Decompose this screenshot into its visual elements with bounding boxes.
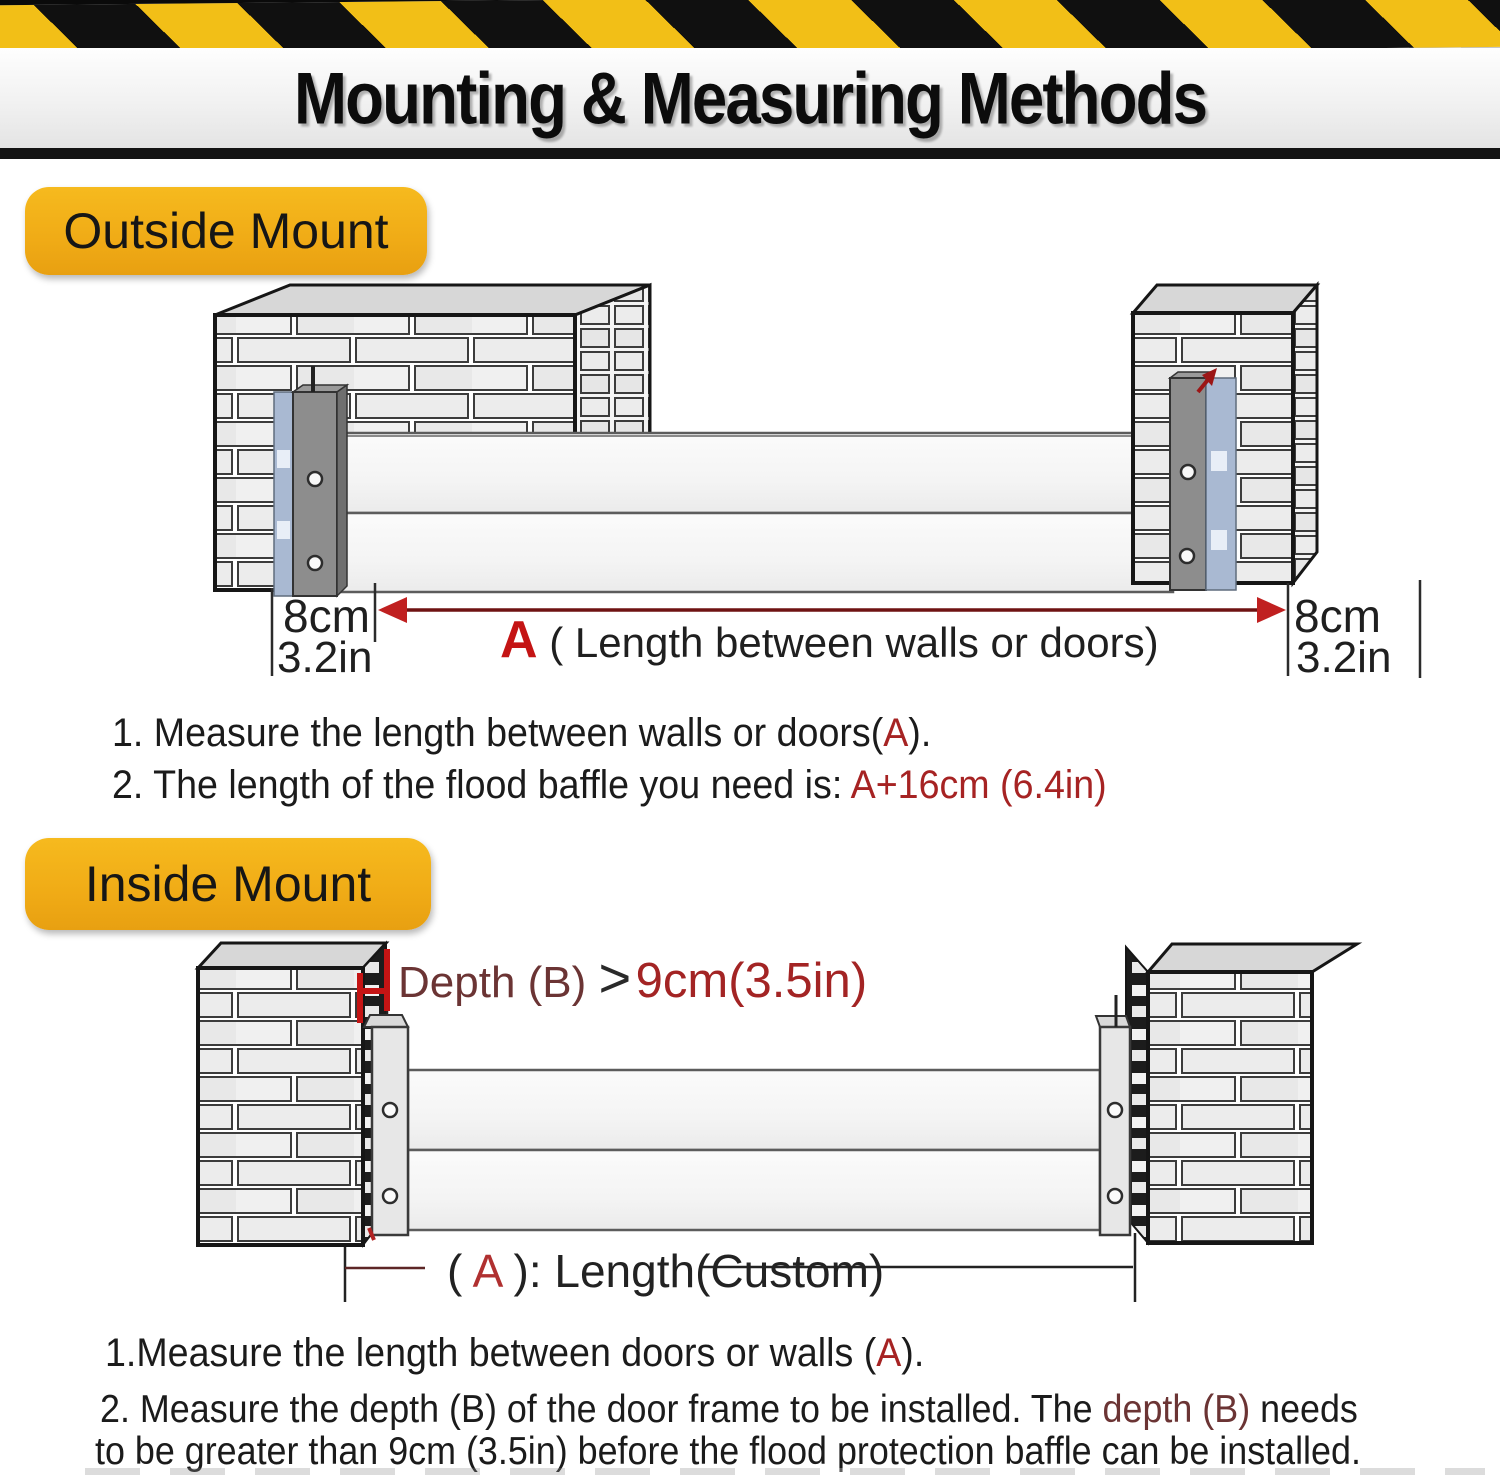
flood-barrier-panels (337, 433, 1173, 592)
inside-step-2: 2. Measure the depth (B) of the door frame to be installed. The depth (B) needs (100, 1388, 1358, 1431)
right-pillar (1126, 944, 1357, 1243)
arrow-left-icon (378, 597, 407, 623)
dim-left-cm: 8cm (283, 590, 370, 642)
length-label: ( A ): Length(Custom) (447, 1245, 885, 1297)
cut-off-bottom-edge (85, 1468, 1485, 1475)
inside-step-3: to be greater than 9cm (3.5in) before the flood protection baffle can be installed. (95, 1430, 1361, 1473)
inside-mount-badge: Inside Mount (25, 838, 431, 930)
header-divider (0, 148, 1500, 159)
dim-right-in: 3.2in (1296, 633, 1392, 682)
dim-a-label: A ( Length between walls or doors) (500, 611, 1159, 669)
right-channel-bracket (1096, 995, 1130, 1235)
inside-step-1: 1.Measure the length between doors or walls (A). (105, 1331, 925, 1375)
arrow-right-icon (1257, 597, 1286, 623)
dim-right-cm: 8cm (1294, 590, 1381, 642)
left-mount-bracket (274, 366, 347, 596)
depth-label: Depth (B) > 9cm(3.5in) (398, 946, 868, 1009)
outside-step-2: 2. The length of the flood baffle you need is: A+16cm (6.4in) (112, 763, 1107, 807)
flood-barrier-panels (408, 1070, 1100, 1230)
title-band (0, 48, 1500, 148)
right-mount-bracket (1170, 368, 1236, 590)
outside-step-1: 1. Measure the length between walls or doors(A). (112, 711, 932, 755)
inside-mount-diagram (0, 935, 1500, 1325)
page-title: Mounting & Measuring Methods (293, 56, 1207, 140)
outside-mount-diagram (0, 280, 1500, 710)
outside-mount-badge: Outside Mount (25, 187, 427, 275)
dim-left-in: 3.2in (277, 633, 373, 682)
